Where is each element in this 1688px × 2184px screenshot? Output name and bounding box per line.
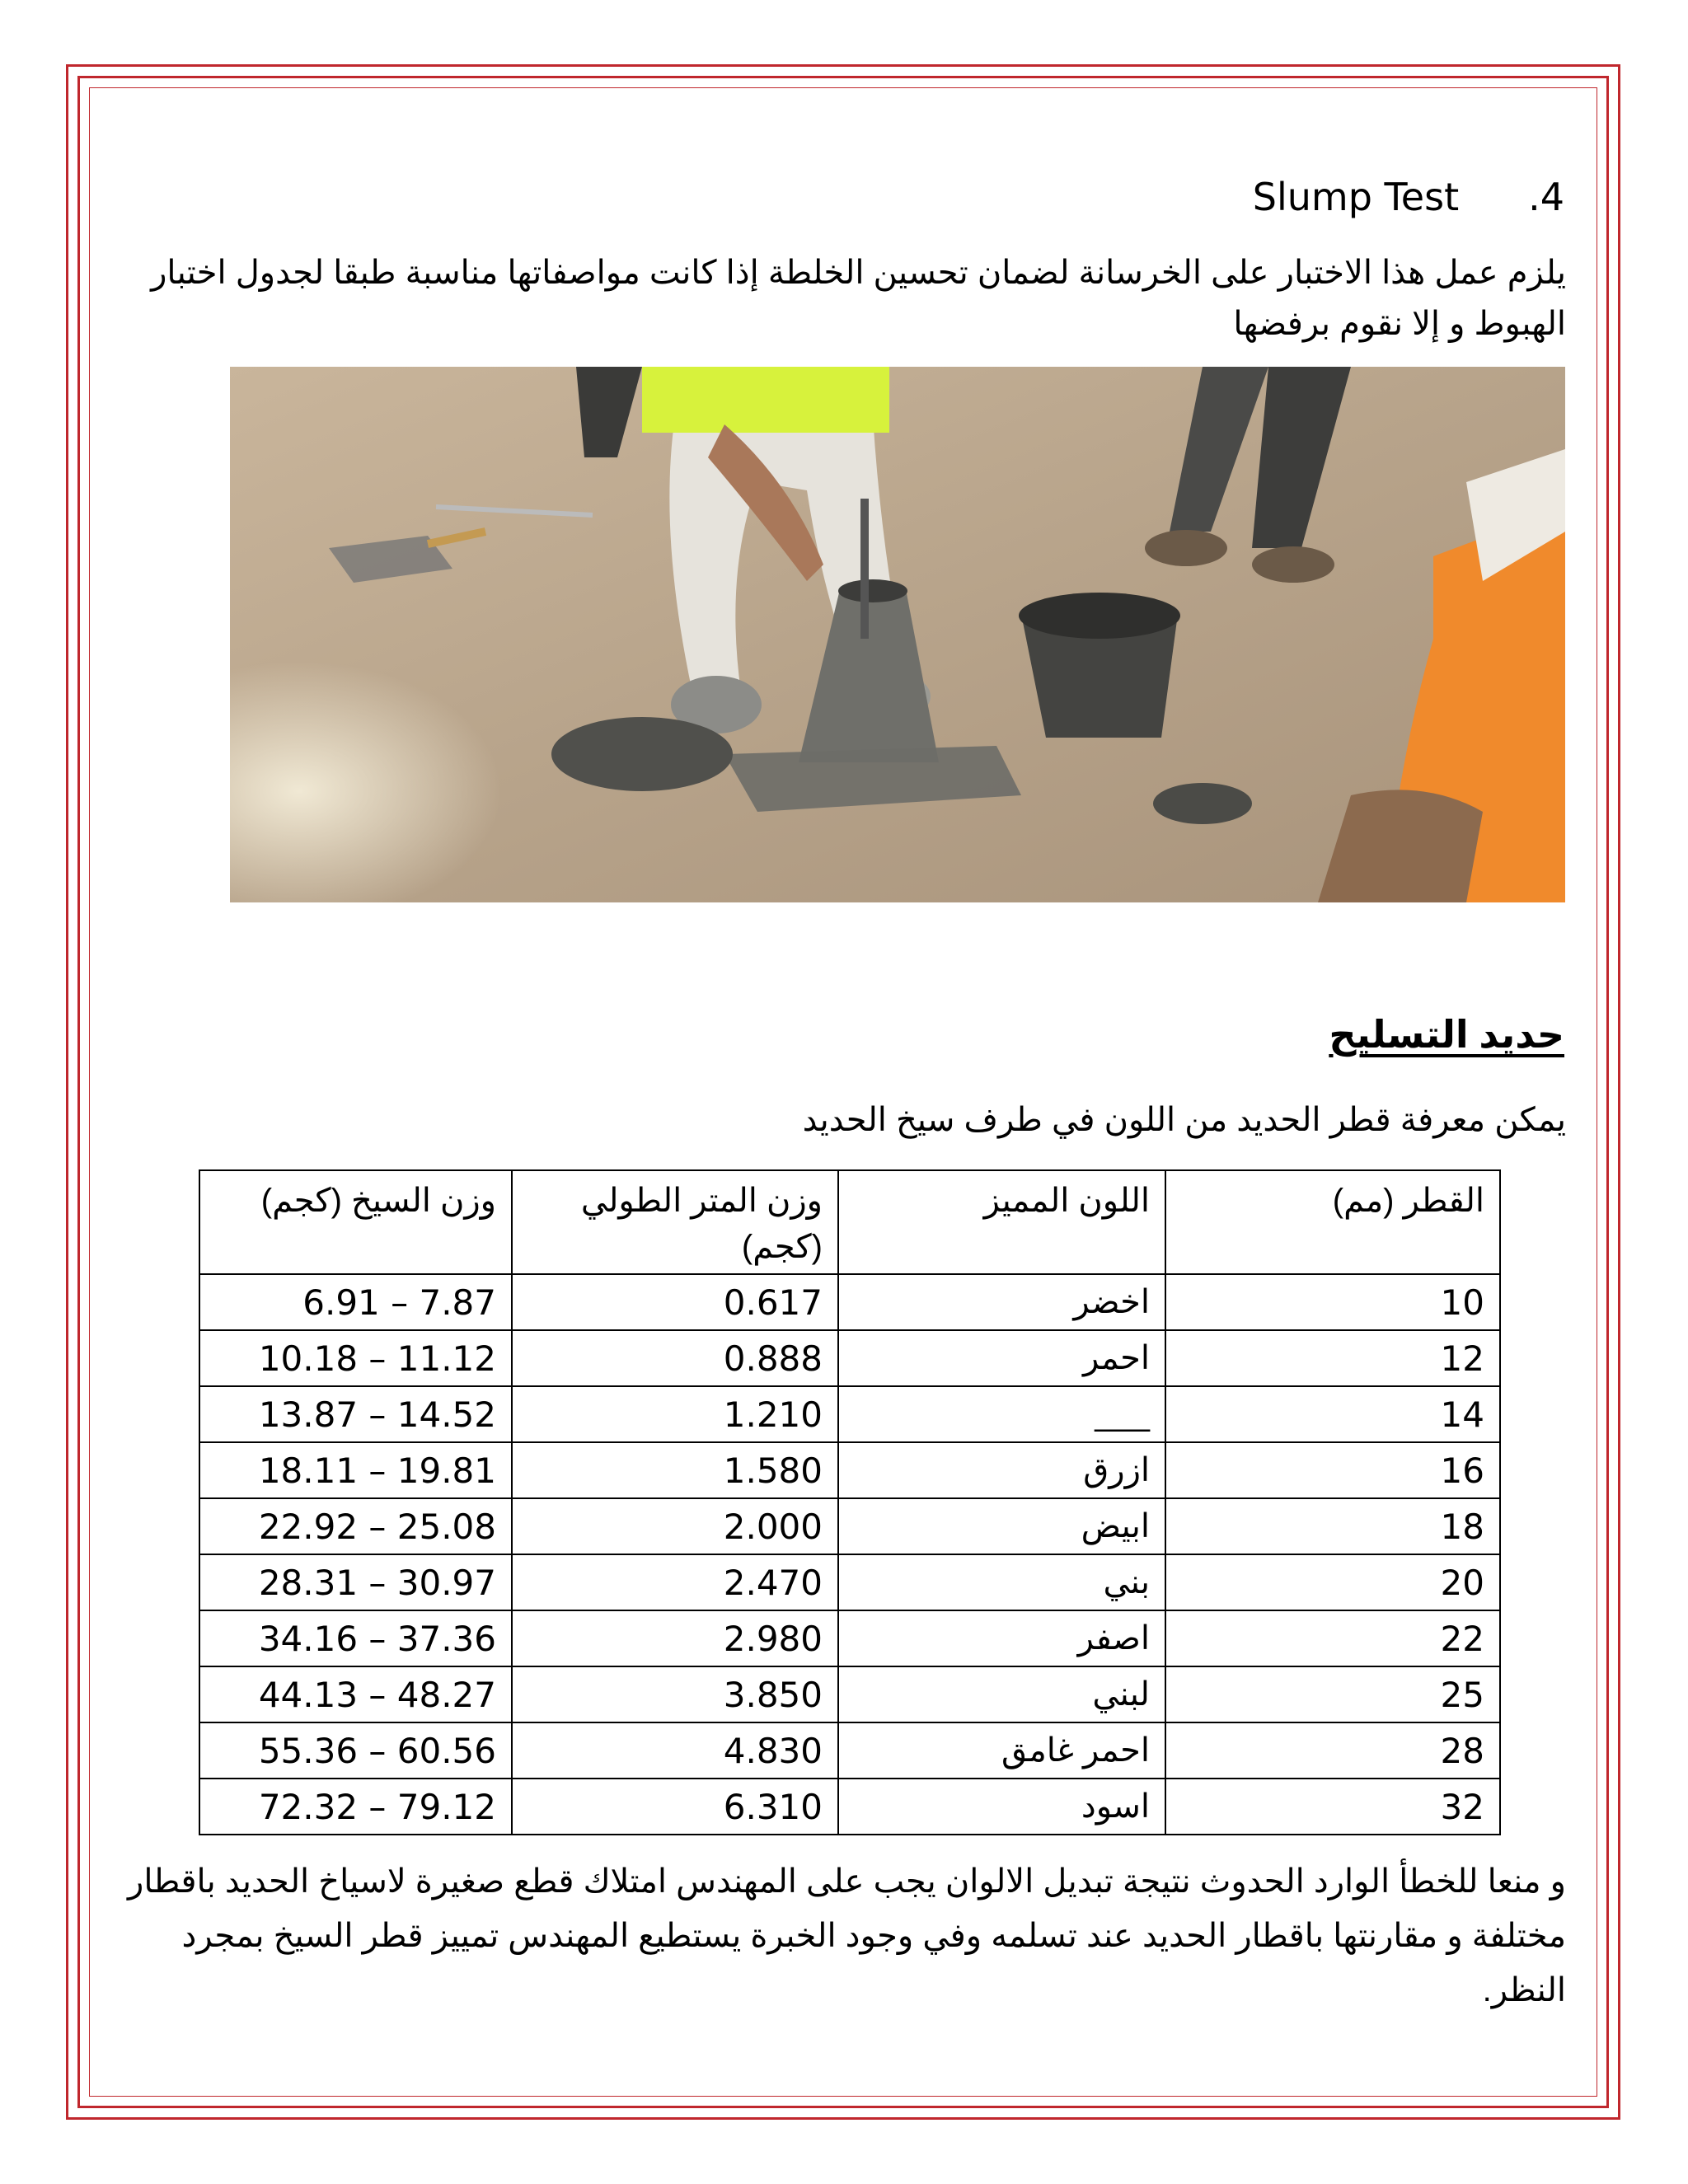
cell-weight-per-meter: 0.888 (512, 1330, 838, 1386)
closing-paragraph: و منعا للخطأ الوارد الحدوث نتيجة تبديل الالوان يجب على المهندس امتلاك قطع صغيرة لاسياخ الحديد باقطار مختلفة و مقارنتها باقطار الحديد عند تسلمه وفي وجود الخبرة يستطيع المهندس تمييز قطر السيخ بمجرد النظر. (128, 1863, 1566, 2008)
cell-bar-weight: 44.13 – 48.27 (199, 1666, 512, 1722)
cell-diameter: 22 (1165, 1610, 1500, 1666)
cell-weight-per-meter: 2.980 (512, 1610, 838, 1666)
rebar-intro-paragraph: يمكن معرفة قطر الحديد من اللون في طرف سيخ الحديد (802, 1102, 1566, 1138)
cell-color: اخضر (838, 1274, 1165, 1330)
cell-color: اصفر (838, 1610, 1165, 1666)
table-row (199, 1386, 1500, 1442)
cell-bar-weight: 18.11 – 19.81 (199, 1442, 512, 1498)
cell-color: لبني (838, 1666, 1165, 1722)
cell-bar-weight: 6.91 – 7.87 (199, 1274, 512, 1330)
header-bar-weight: وزن السيخ (كجم) (199, 1170, 512, 1274)
cell-weight-per-meter: 3.850 (512, 1666, 838, 1722)
cell-diameter: 28 (1165, 1722, 1500, 1779)
cell-color: احمر غامق (838, 1722, 1165, 1779)
cell-diameter: 18 (1165, 1498, 1500, 1554)
cell-weight-per-meter: 1.580 (512, 1442, 838, 1498)
table-row (199, 1498, 1500, 1554)
cell-bar-weight: 10.18 – 11.12 (199, 1330, 512, 1386)
cell-bar-weight: 22.92 – 25.08 (199, 1498, 512, 1554)
header-weight-per-meter: وزن المتر الطولي (كجم) (512, 1170, 838, 1274)
cell-weight-per-meter: 1.210 (512, 1386, 838, 1442)
cell-bar-weight: 28.31 – 30.97 (199, 1554, 512, 1610)
table-header-row (199, 1170, 1500, 1274)
slump-test-heading (1253, 175, 1564, 219)
table-row (199, 1554, 1500, 1610)
table-row (199, 1722, 1500, 1779)
cell-bar-weight: 55.36 – 60.56 (199, 1722, 512, 1779)
table-row (199, 1779, 1500, 1835)
cell-color: بني (838, 1554, 1165, 1610)
table-row (199, 1610, 1500, 1666)
cell-weight-per-meter: 2.470 (512, 1554, 838, 1610)
slump-test-title: Slump Test (1252, 175, 1460, 219)
table-row (199, 1330, 1500, 1386)
cell-diameter: 14 (1165, 1386, 1500, 1442)
rebar-table (199, 1169, 1501, 1835)
cell-color: ازرق (838, 1442, 1165, 1498)
cell-weight-per-meter: 6.310 (512, 1779, 838, 1835)
header-diameter: القطر (مم) (1165, 1170, 1500, 1274)
cell-bar-weight: 13.87 – 14.52 (199, 1386, 512, 1442)
cell-diameter: 16 (1165, 1442, 1500, 1498)
table-row (199, 1442, 1500, 1498)
cell-weight-per-meter: 0.617 (512, 1274, 838, 1330)
cell-diameter: 25 (1165, 1666, 1500, 1722)
cell-weight-per-meter: 2.000 (512, 1498, 838, 1554)
slump-test-number: .4 (1528, 175, 1564, 219)
cell-diameter: 20 (1165, 1554, 1500, 1610)
cell-diameter: 12 (1165, 1330, 1500, 1386)
table-row (199, 1666, 1500, 1722)
rebar-section-title: حديد التسليح (1329, 1013, 1564, 1056)
table-row (199, 1274, 1500, 1330)
cell-diameter: 10 (1165, 1274, 1500, 1330)
cell-bar-weight: 72.32 – 79.12 (199, 1779, 512, 1835)
cell-diameter: 32 (1165, 1779, 1500, 1835)
slump-intro-paragraph: يلزم عمل هذا الاختبار على الخرسانة لضمان تحسين الخلطة إذا كانت مواصفاتها مناسبة طبقا لجدول اختبار الهبوط و إلا نقوم برفضها (151, 255, 1566, 342)
cell-color: ___ (838, 1386, 1165, 1442)
cell-color: اسود (838, 1779, 1165, 1835)
cell-weight-per-meter: 4.830 (512, 1722, 838, 1779)
cell-color: احمر (838, 1330, 1165, 1386)
cell-color: ابيض (838, 1498, 1165, 1554)
header-color: اللون المميز (838, 1170, 1165, 1274)
slump-test-photo (230, 367, 1565, 902)
cell-bar-weight: 34.16 – 37.36 (199, 1610, 512, 1666)
